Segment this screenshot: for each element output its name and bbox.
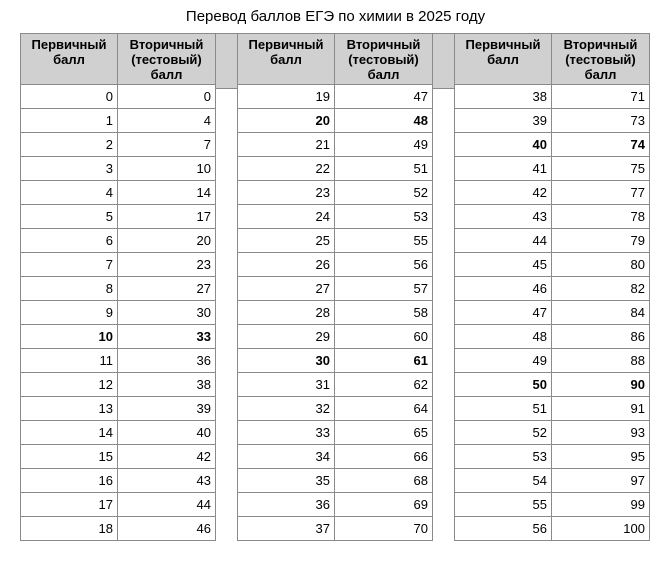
table-row	[238, 469, 433, 493]
primary-score: 31	[238, 373, 335, 397]
primary-score: 38	[455, 85, 552, 109]
secondary-score: 33	[118, 325, 216, 349]
secondary-score: 70	[335, 517, 433, 541]
table-row	[455, 205, 650, 229]
score-table-2	[237, 33, 433, 541]
header-primary: Первичный балл	[455, 34, 552, 85]
table-row	[238, 517, 433, 541]
table-row	[455, 253, 650, 277]
primary-score: 11	[21, 349, 118, 373]
primary-score: 9	[21, 301, 118, 325]
table-row	[455, 469, 650, 493]
secondary-score: 61	[335, 349, 433, 373]
table-row	[455, 85, 650, 109]
primary-score: 1	[21, 109, 118, 133]
secondary-score: 23	[118, 253, 216, 277]
primary-score: 47	[455, 301, 552, 325]
primary-score: 37	[238, 517, 335, 541]
secondary-score: 14	[118, 181, 216, 205]
secondary-score: 93	[552, 421, 650, 445]
primary-score: 51	[455, 397, 552, 421]
secondary-score: 27	[118, 277, 216, 301]
primary-score: 30	[238, 349, 335, 373]
table-row	[21, 109, 216, 133]
primary-score: 36	[238, 493, 335, 517]
table-row	[455, 181, 650, 205]
header-row	[238, 34, 433, 85]
secondary-score: 38	[118, 373, 216, 397]
table-row	[21, 469, 216, 493]
secondary-score: 49	[335, 133, 433, 157]
table-row	[455, 349, 650, 373]
secondary-score: 47	[335, 85, 433, 109]
primary-score: 50	[455, 373, 552, 397]
primary-score: 52	[455, 421, 552, 445]
table-row	[238, 157, 433, 181]
primary-score: 20	[238, 109, 335, 133]
table-row	[21, 421, 216, 445]
secondary-score: 97	[552, 469, 650, 493]
secondary-score: 57	[335, 277, 433, 301]
secondary-score: 69	[335, 493, 433, 517]
secondary-score: 99	[552, 493, 650, 517]
table-row	[238, 229, 433, 253]
primary-score: 48	[455, 325, 552, 349]
table-row	[455, 445, 650, 469]
primary-score: 55	[455, 493, 552, 517]
primary-score: 53	[455, 445, 552, 469]
secondary-score: 42	[118, 445, 216, 469]
table-row	[455, 133, 650, 157]
secondary-score: 48	[335, 109, 433, 133]
secondary-score: 51	[335, 157, 433, 181]
score-table-1	[20, 33, 216, 541]
primary-score: 15	[21, 445, 118, 469]
table-row	[238, 85, 433, 109]
primary-score: 12	[21, 373, 118, 397]
table-row	[21, 229, 216, 253]
primary-score: 6	[21, 229, 118, 253]
primary-score: 27	[238, 277, 335, 301]
secondary-score: 53	[335, 205, 433, 229]
secondary-score: 4	[118, 109, 216, 133]
secondary-score: 10	[118, 157, 216, 181]
secondary-score: 56	[335, 253, 433, 277]
secondary-score: 0	[118, 85, 216, 109]
table-row	[455, 325, 650, 349]
header-secondary: Вторичный (тестовый) балл	[118, 34, 216, 85]
table-row	[21, 181, 216, 205]
table-row	[21, 373, 216, 397]
score-table-3	[454, 33, 650, 541]
primary-score: 35	[238, 469, 335, 493]
table-row	[238, 493, 433, 517]
primary-score: 45	[455, 253, 552, 277]
table-row	[238, 109, 433, 133]
secondary-score: 40	[118, 421, 216, 445]
header-secondary: Вторичный (тестовый) балл	[335, 34, 433, 85]
primary-score: 29	[238, 325, 335, 349]
table-row	[21, 517, 216, 541]
primary-score: 24	[238, 205, 335, 229]
secondary-score: 80	[552, 253, 650, 277]
table-row	[455, 277, 650, 301]
primary-score: 2	[21, 133, 118, 157]
primary-score: 54	[455, 469, 552, 493]
secondary-score: 79	[552, 229, 650, 253]
primary-score: 17	[21, 493, 118, 517]
table-row	[238, 253, 433, 277]
table-row	[21, 397, 216, 421]
secondary-score: 7	[118, 133, 216, 157]
primary-score: 26	[238, 253, 335, 277]
primary-score: 7	[21, 253, 118, 277]
secondary-score: 82	[552, 277, 650, 301]
primary-score: 41	[455, 157, 552, 181]
table-row	[455, 301, 650, 325]
table-row	[455, 397, 650, 421]
header-primary: Первичный балл	[21, 34, 118, 85]
page-title: Перевод баллов ЕГЭ по химии в 2025 году	[185, 8, 486, 25]
primary-score: 25	[238, 229, 335, 253]
secondary-score: 74	[552, 133, 650, 157]
header-gap	[215, 33, 237, 89]
primary-score: 32	[238, 397, 335, 421]
table-row	[455, 493, 650, 517]
table-row	[238, 421, 433, 445]
table-row	[238, 349, 433, 373]
table-row	[455, 229, 650, 253]
secondary-score: 71	[552, 85, 650, 109]
primary-score: 44	[455, 229, 552, 253]
secondary-score: 20	[118, 229, 216, 253]
primary-score: 56	[455, 517, 552, 541]
table-row	[455, 109, 650, 133]
secondary-score: 64	[335, 397, 433, 421]
table-row	[21, 493, 216, 517]
secondary-score: 73	[552, 109, 650, 133]
primary-score: 14	[21, 421, 118, 445]
secondary-score: 65	[335, 421, 433, 445]
secondary-score: 75	[552, 157, 650, 181]
secondary-score: 86	[552, 325, 650, 349]
primary-score: 22	[238, 157, 335, 181]
secondary-score: 46	[118, 517, 216, 541]
primary-score: 8	[21, 277, 118, 301]
table-row	[21, 325, 216, 349]
primary-score: 39	[455, 109, 552, 133]
primary-score: 19	[238, 85, 335, 109]
table-row	[21, 349, 216, 373]
table-row	[238, 277, 433, 301]
primary-score: 23	[238, 181, 335, 205]
table-row	[21, 157, 216, 181]
secondary-score: 44	[118, 493, 216, 517]
primary-score: 28	[238, 301, 335, 325]
table-row	[455, 421, 650, 445]
table-row	[21, 277, 216, 301]
table-row	[21, 253, 216, 277]
secondary-score: 66	[335, 445, 433, 469]
table-row	[21, 301, 216, 325]
primary-score: 0	[21, 85, 118, 109]
secondary-score: 90	[552, 373, 650, 397]
primary-score: 5	[21, 205, 118, 229]
table-row	[21, 133, 216, 157]
secondary-score: 52	[335, 181, 433, 205]
secondary-score: 62	[335, 373, 433, 397]
secondary-score: 84	[552, 301, 650, 325]
table-row	[455, 373, 650, 397]
secondary-score: 95	[552, 445, 650, 469]
table-row	[238, 301, 433, 325]
secondary-score: 60	[335, 325, 433, 349]
secondary-score: 100	[552, 517, 650, 541]
primary-score: 21	[238, 133, 335, 157]
primary-score: 34	[238, 445, 335, 469]
secondary-score: 88	[552, 349, 650, 373]
table-row	[238, 373, 433, 397]
secondary-score: 30	[118, 301, 216, 325]
secondary-score: 68	[335, 469, 433, 493]
secondary-score: 39	[118, 397, 216, 421]
primary-score: 49	[455, 349, 552, 373]
header-secondary: Вторичный (тестовый) балл	[552, 34, 650, 85]
primary-score: 18	[21, 517, 118, 541]
header-row	[455, 34, 650, 85]
primary-score: 46	[455, 277, 552, 301]
table-row	[21, 205, 216, 229]
table-row	[238, 133, 433, 157]
table-row	[238, 205, 433, 229]
table-row	[455, 157, 650, 181]
table-row	[455, 517, 650, 541]
table-row	[21, 445, 216, 469]
primary-score: 42	[455, 181, 552, 205]
table-row	[238, 181, 433, 205]
primary-score: 16	[21, 469, 118, 493]
primary-score: 43	[455, 205, 552, 229]
secondary-score: 17	[118, 205, 216, 229]
table-row	[21, 85, 216, 109]
secondary-score: 36	[118, 349, 216, 373]
header-primary: Первичный балл	[238, 34, 335, 85]
header-gap	[432, 33, 454, 89]
secondary-score: 78	[552, 205, 650, 229]
primary-score: 10	[21, 325, 118, 349]
secondary-score: 77	[552, 181, 650, 205]
secondary-score: 58	[335, 301, 433, 325]
secondary-score: 55	[335, 229, 433, 253]
table-row	[238, 445, 433, 469]
table-row	[238, 397, 433, 421]
primary-score: 4	[21, 181, 118, 205]
header-row	[21, 34, 216, 85]
secondary-score: 43	[118, 469, 216, 493]
table-row	[238, 325, 433, 349]
secondary-score: 91	[552, 397, 650, 421]
primary-score: 3	[21, 157, 118, 181]
primary-score: 40	[455, 133, 552, 157]
primary-score: 13	[21, 397, 118, 421]
primary-score: 33	[238, 421, 335, 445]
